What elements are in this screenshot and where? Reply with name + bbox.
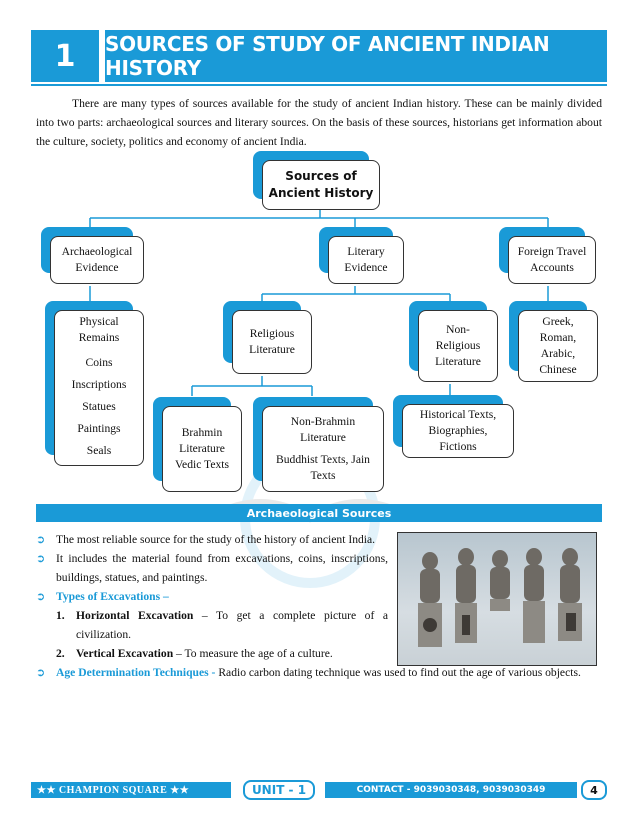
contact-label: CONTACT - 9039030348, 9039030349 — [325, 782, 577, 798]
statues-photo — [397, 532, 597, 666]
node-line: Seals — [86, 444, 112, 457]
foreign-items-node — [518, 310, 598, 382]
statues-illustration — [398, 533, 597, 666]
chapter-header — [31, 30, 607, 82]
node-line: Literature — [179, 442, 225, 455]
node-line: Biographies, — [428, 424, 488, 437]
node-line: Arabic, — [540, 347, 576, 360]
non-brahmin-literature-node — [262, 406, 384, 492]
root-node — [262, 160, 380, 210]
node-line: Remains — [78, 331, 120, 344]
item-title: Horizontal Excavation — [76, 609, 194, 622]
page-number: 4 — [581, 780, 607, 800]
node-line: Texts — [310, 469, 336, 482]
node-line: Literary — [347, 245, 385, 258]
node-line: Religious — [249, 327, 295, 340]
node-line: Coins — [85, 356, 113, 369]
node-line: Paintings — [77, 422, 121, 435]
arrow-bullet-icon: ➲ — [36, 590, 46, 603]
list-item — [36, 549, 388, 587]
page-footer — [31, 780, 607, 800]
archaeological-evidence-node — [50, 236, 144, 284]
root-line-1: Sources of — [285, 169, 357, 183]
excavation-types-heading: Types of Excavations – — [56, 590, 169, 603]
node-line: Evidence — [344, 261, 388, 274]
age-techniques-heading: Age Determination Techniques - — [56, 666, 216, 679]
node-line: Foreign Travel — [517, 245, 587, 258]
node-line: Physical — [79, 315, 119, 328]
chapter-number: 1 — [31, 30, 99, 82]
root-line-2: Ancient History — [268, 186, 374, 200]
non-religious-literature-node — [418, 310, 498, 382]
node-line: Inscriptions — [71, 378, 127, 391]
node-line: Non- — [446, 323, 470, 336]
bullet-text: Radio carbon dating technique was used to find out the age of various objects. — [215, 666, 581, 679]
bullet-text: The most reliable source for the study of the history of ancient India. — [56, 533, 376, 546]
brand-label: ★★ CHAMPION SQUARE ★★ — [31, 782, 231, 798]
archaeological-items-node — [54, 310, 144, 466]
node-line: Evidence — [75, 261, 119, 274]
list-item — [36, 530, 388, 549]
node-line: Chinese — [539, 363, 577, 376]
brahmin-literature-node — [162, 406, 242, 492]
node-line: Accounts — [530, 261, 574, 274]
arrow-bullet-icon: ➲ — [36, 533, 46, 546]
node-line: Fictions — [439, 440, 477, 453]
arrow-bullet-icon: ➲ — [36, 552, 46, 565]
list-item — [36, 606, 388, 644]
node-line: Archaeological — [61, 245, 133, 258]
item-text: – To measure the age of a culture. — [173, 647, 333, 660]
node-line: Religious — [435, 339, 481, 352]
item-number: 2. — [56, 647, 65, 660]
item-number: 1. — [56, 609, 65, 622]
item-text: – To get a complete picture of a civilization. — [76, 609, 388, 641]
node-line: Literature — [435, 355, 481, 368]
historical-texts-node — [402, 404, 514, 458]
foreign-travel-node — [508, 236, 596, 284]
node-line: Buddhist Texts, Jain — [276, 453, 370, 466]
literary-evidence-node — [328, 236, 404, 284]
section-title-bar: Archaeological Sources — [36, 504, 602, 522]
node-line: Brahmin — [181, 426, 223, 439]
node-line: Literature — [300, 431, 346, 444]
unit-label: UNIT - 1 — [243, 780, 315, 800]
node-line: Roman, — [539, 331, 577, 344]
node-line: Statues — [82, 400, 116, 413]
node-line: Historical Texts, — [419, 408, 497, 421]
node-line: Non-Brahmin — [290, 415, 356, 428]
node-line: Vedic Texts — [174, 458, 230, 471]
sources-diagram — [0, 148, 637, 500]
node-line: Greek, — [542, 315, 574, 328]
chapter-title: SOURCES OF STUDY OF ANCIENT INDIAN HISTORY — [105, 30, 607, 82]
religious-literature-node — [232, 310, 312, 374]
intro-paragraph: There are many types of sources available for the study of ancient Indian history. These can be mainly divided into two parts: archaeological sources and literary sources. On the basis of these sources, historians get information about the culture, society, politics and economy of ancient India. — [36, 97, 602, 148]
arrow-bullet-icon: ➲ — [36, 666, 46, 679]
node-line: Literature — [249, 343, 295, 356]
item-title: Vertical Excavation — [76, 647, 174, 660]
bullet-text: It includes the material found from excavations, coins, inscriptions, buildings, statues, and paintings. — [56, 552, 388, 584]
